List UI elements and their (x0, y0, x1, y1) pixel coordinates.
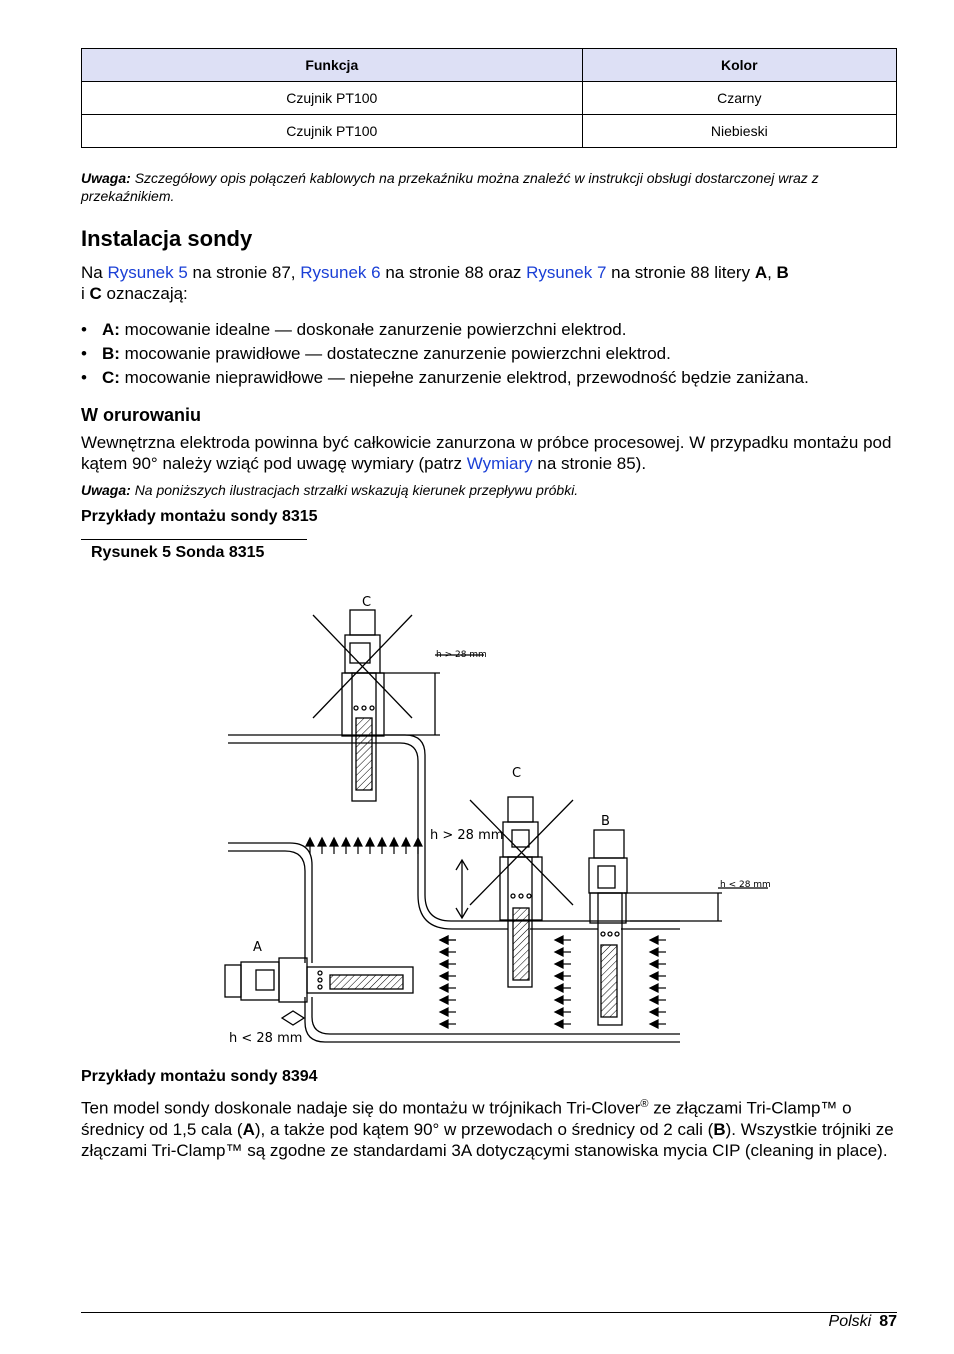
footer (829, 1313, 897, 1331)
footer-language: Polski (828, 1313, 872, 1330)
probe-c-mid (470, 797, 573, 987)
text: oznaczają: (101, 284, 188, 303)
probe-b (589, 830, 768, 1025)
text: , (767, 263, 777, 282)
text: Na (81, 263, 108, 282)
page-number: 87 (879, 1313, 897, 1330)
label-h-mid: h > 28 mm (430, 828, 504, 843)
note-text: Na poniższych ilustracjach strzałki wskazują kierunek przepływu próbki. (134, 482, 579, 498)
bullet-text: mocowanie idealne — doskonałe zanurzenie powierzchni elektrod. (119, 320, 627, 339)
examples-8394-title: Przykłady montażu sondy 8394 (81, 1068, 318, 1085)
label-a: A (253, 940, 262, 955)
pipe-bottom-wall (305, 997, 680, 1042)
examples-8394-paragraph (81, 1094, 897, 1161)
label-b: B (601, 814, 610, 829)
text: ze złączami Tri-Clamp™ o średnicy od 1,5 cala ( (81, 1098, 852, 1139)
examples-8315-title: Przykłady montażu sondy 8315 (81, 508, 318, 525)
text: Wewnętrzna elektroda powinna być całkowicie zanurzona w próbce procesowej. W przypadku montażu pod kątem 90° należy wziąć pod uwagę wymiary (patrz (81, 433, 892, 473)
label-c-top: C (362, 595, 372, 610)
bullet-text: mocowanie prawidłowe — dostateczne zanurzenie powierzchni elektrod. (119, 344, 671, 363)
table-cell: Niebieski (582, 115, 896, 148)
label-h-right: h < 28 mm (720, 880, 771, 890)
text: na stronie 85). (532, 454, 647, 473)
letter-a: A (242, 1119, 255, 1139)
pipe-lower-inner-wall (228, 851, 305, 963)
note-label: Uwaga: (81, 170, 131, 186)
bullet-label: B: (102, 344, 120, 363)
link-dimensions[interactable]: Wymiary (466, 454, 533, 473)
figure-caption: Rysunek 5 Sonda 8315 (91, 544, 265, 561)
table-cell: Czarny (582, 82, 896, 115)
pipe-bottom-inner (312, 997, 680, 1034)
footer-rule (81, 1312, 897, 1313)
text: na stronie 88 litery (606, 263, 755, 282)
table-cell: Czujnik PT100 (82, 82, 583, 115)
probe-a (225, 958, 413, 1025)
link-figure-5[interactable]: Rysunek 5 (107, 263, 188, 282)
text: i (81, 284, 90, 303)
letter-c: C (89, 284, 102, 303)
bullet-label: C: (102, 368, 120, 387)
note-text: Szczegółowy opis połączeń kablowych na przekaźniku można znaleźć w instrukcji obsługi dostarczonej wraz z przekaźnikiem. (81, 170, 819, 204)
note-label: Uwaga: (81, 482, 131, 498)
letter-b: B (713, 1119, 726, 1139)
table-cell: Czujnik PT100 (82, 115, 583, 148)
text: na stronie 87, (187, 263, 301, 282)
table-header-cell: Funkcja (82, 49, 583, 82)
link-figure-6[interactable]: Rysunek 6 (300, 263, 381, 282)
bullet-label: A: (102, 320, 120, 339)
text: Ten model sondy doskonale nadaje się do montażu w trójnikach Tri-Clover (81, 1098, 641, 1118)
registered-mark: ® (640, 1098, 649, 1110)
text: na stronie 88 oraz (380, 263, 527, 282)
label-h-bottom: h < 28 mm (229, 1031, 303, 1046)
flow-arrows-up (306, 838, 422, 854)
label-c-mid: C (512, 766, 522, 781)
text: ), a także pod kątem 90° w przewodach o średnicy od 2 cali ( (254, 1119, 714, 1139)
flow-arrows-left (440, 936, 666, 1028)
probe-c-top (313, 610, 484, 801)
letter-b: B (776, 263, 789, 282)
text: ). Wszystkie trójniki ze złączami Tri-Clamp™ są zgodne ze standardami 3A dotyczącymi stanowiska mycia CIP (cleaning in place). (81, 1119, 894, 1160)
section-title: Instalacja sondy (81, 226, 253, 251)
link-figure-7[interactable]: Rysunek 7 (526, 263, 607, 282)
pipe-lower-wall (228, 843, 312, 963)
subsection-title: W orurowaniu (81, 405, 201, 425)
bullet-text: mocowanie nieprawidłowe — niepełne zanurzenie elektrod, przewodność będzie zaniżana. (119, 368, 809, 387)
label-h-top: h > 28 mm (436, 650, 487, 660)
table-header-cell: Kolor (582, 49, 896, 82)
letter-a: A (754, 263, 768, 282)
